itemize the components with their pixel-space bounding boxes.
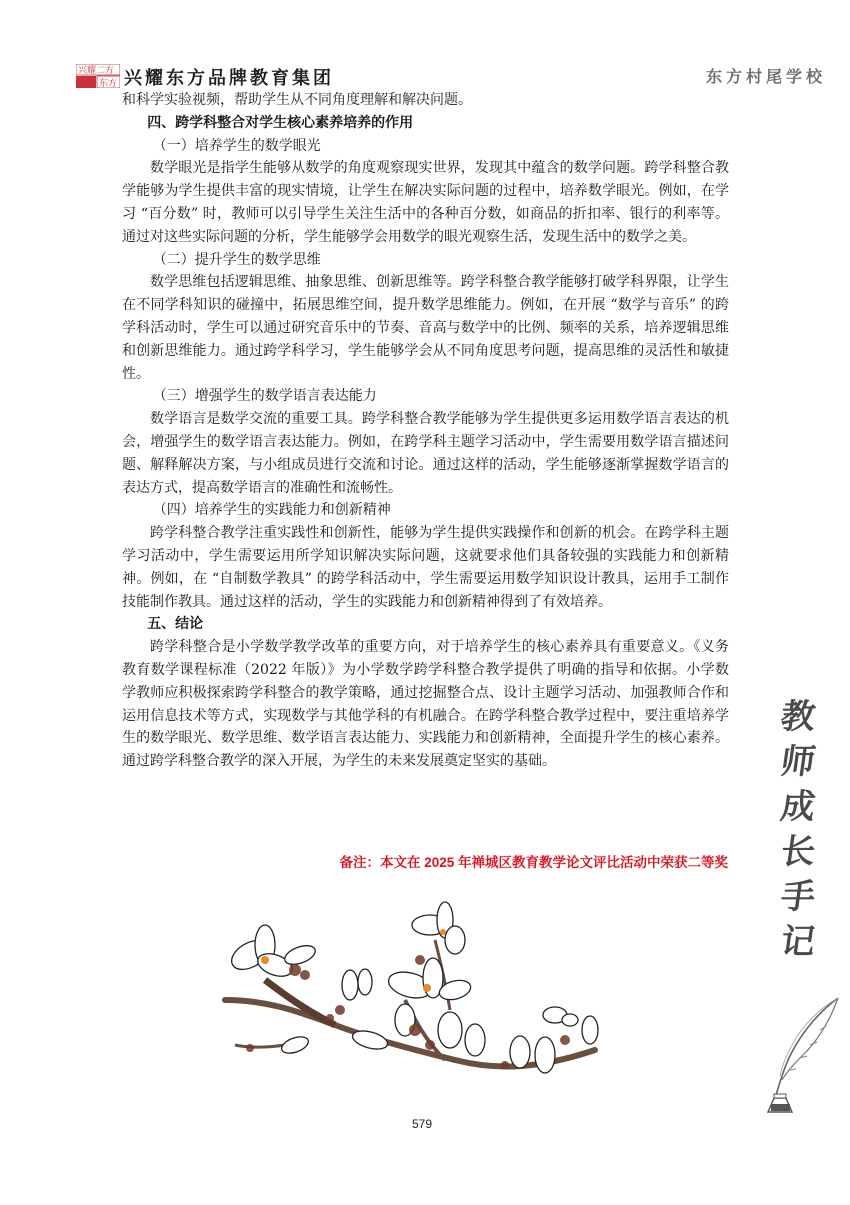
paragraph: 数学语言是数学交流的重要工具。跨学科整合教学能够为学生提供更多运用数学语言表达的机会，增强学生的数学语言表达能力。例如，在跨学科主题学习活动中，学生需要用数学语言描述问题、解释解决方案，与小组成员进行交流和讨论。通过这样的活动，学生能够逐渐掌握数学语言的表达方式，提高数学语言的准确性和流畅性。 xyxy=(122,411,729,496)
article-body xyxy=(122,89,729,773)
section-heading-4: 四、跨学科整合对学生核心素养培养的作用 xyxy=(147,114,414,131)
calligraphy-vertical-title xyxy=(768,695,828,965)
calligraphy-char: 成 xyxy=(778,787,818,827)
brand-title: 兴耀东方品牌教育集团 xyxy=(124,68,334,89)
subsection-heading: （三）增强学生的数学语言表达能力 xyxy=(152,388,377,405)
calligraphy-char: 教 xyxy=(778,697,818,737)
paragraph: 跨学科整合教学注重实践性和创新性，能够为学生提供实践操作和创新的机会。在跨学科主题学习活动中，学生需要运用所学知识解决实际问题，这就要求他们具备较强的实践能力和创新精神。例如，在 “自制数学教具” 的跨学科活动中，学生需要运用数学知识设计教具，运用手工制作技能制作教具。通过这样的活动，学生的实践能力和创新精神得到了有效培养。 xyxy=(122,525,729,610)
paragraph: 数学思维包括逻辑思维、抽象思维、创新思维等。跨学科整合教学能够打破学科界限，让学生在不同学科知识的碰撞中，拓展思维空间，提升数学思维能力。例如，在开展 “数学与音乐” 的跨学科活动时，学生可以通过研究音乐中的节奏、音高与数学中的比例、频率的关系，培养逻辑思维和创新思维能力。通过跨学科学习，学生能够学会从不同角度思考问题，提高思维的灵活性和敏捷性。 xyxy=(122,274,729,382)
section-heading-5: 五、结论 xyxy=(147,616,204,633)
page-number: 579 xyxy=(412,1117,433,1131)
paragraph: 数学眼光是指学生能够从数学的角度观察现实世界，发现其中蕴含的数学问题。跨学科整合教学能够为学生提供丰富的现实情境，让学生在解决实际问题的过程中，培养数学眼光。例如，在学习 “百分数” 时，教师可以引导学生关注生活中的各种百分数，如商品的折扣率、银行的利率等。通过对这些实际问题的分析，学生能够学会用数学的眼光观察生活，发现生活中的数学之美。 xyxy=(122,160,729,245)
conclusion-paragraph: 跨学科整合是小学数学教学改革的重要方向，对于培养学生的核心素养具有重要意义。《义务教育数学课程标准（2022 年版）》为小学数学跨学科整合教学提供了明确的指导和依据。小学数学教师应积极探索跨学科整合的教学策略，通过挖掘整合点、设计主题学习活动、加强教师合作和运用信息技术等方式，实现数学与其他学科的有机融合。在跨学科整合教学过程中，要注重培养学生的数学眼光、数学思维、数学语言表达能力、实践能力和创新精神，全面提升学生的核心素养。通过跨学科整合教学的深入开展，为学生的未来发展奠定坚实的基础。 xyxy=(122,639,729,770)
xingyao-dongfang-logo-icon xyxy=(76,64,120,88)
paragraph-continuation: 和科学实验视频，帮助学生从不同角度理解和解决问题。 xyxy=(122,92,472,108)
magnolia-branch-illustration xyxy=(205,900,600,1095)
calligraphy-char: 记 xyxy=(778,922,818,962)
subsection-heading: （二）提升学生的数学思维 xyxy=(152,251,321,268)
svg-text:东方: 东方 xyxy=(99,79,118,88)
subsection-heading: （四）培养学生的实践能力和创新精神 xyxy=(152,502,391,519)
subsection-heading: （一）培养学生的数学眼光 xyxy=(152,137,321,154)
award-note: 备注：本文在 2025 年禅城区教育教学论文评比活动中荣获二等奖 xyxy=(339,855,728,870)
page-header xyxy=(76,62,836,88)
school-name: 东方村尾学校 xyxy=(705,67,826,86)
calligraphy-char: 手 xyxy=(778,877,818,917)
calligraphy-char: 师 xyxy=(778,742,818,782)
calligraphy-char: 长 xyxy=(778,832,818,872)
svg-text:兴耀二方: 兴耀二方 xyxy=(78,66,115,76)
quill-inkwell-icon xyxy=(760,990,850,1120)
